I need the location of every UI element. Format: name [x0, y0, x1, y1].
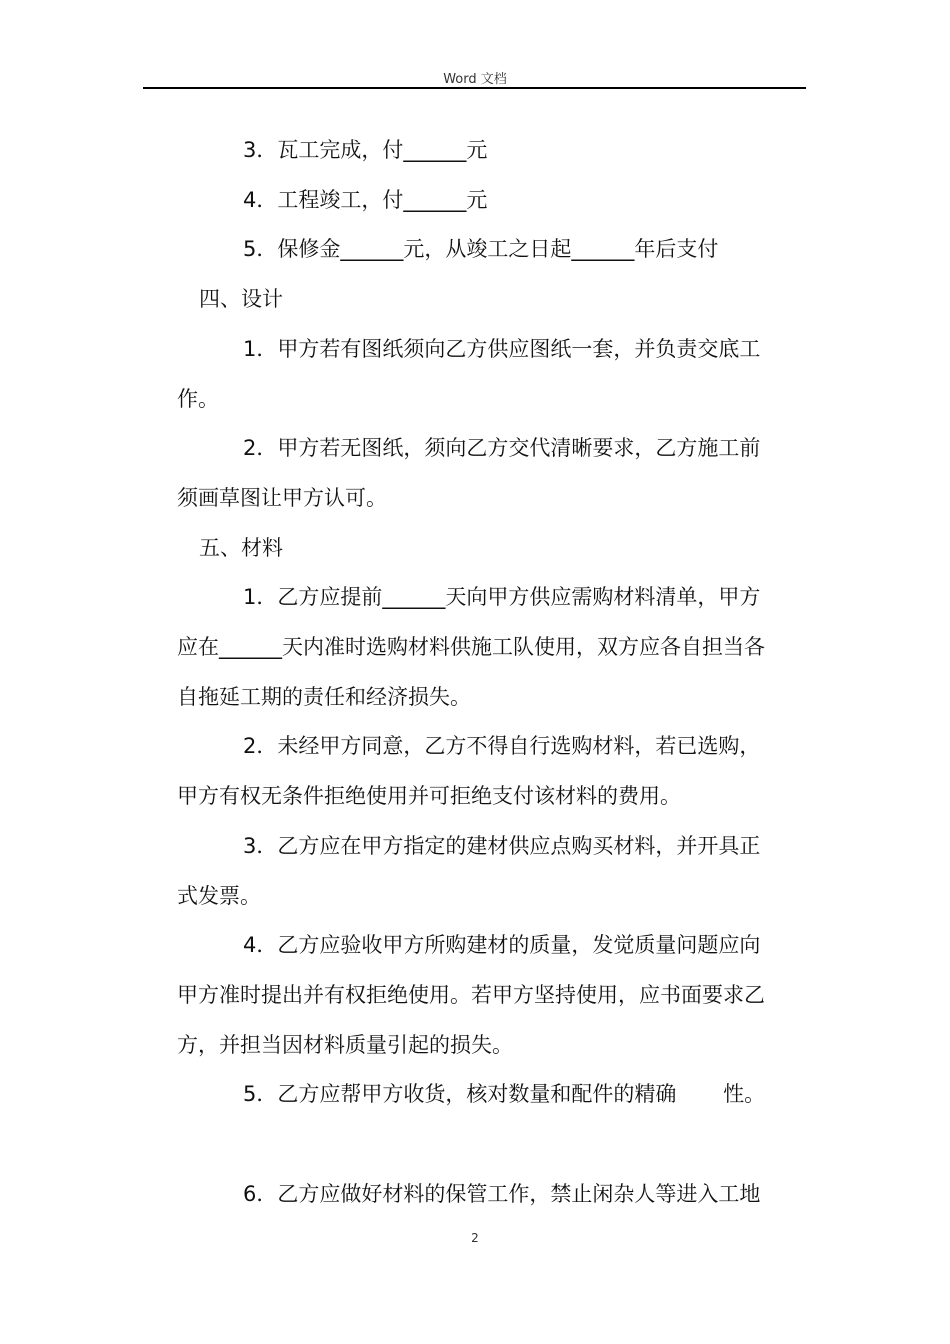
paragraph-line: 须画草图让甲方认可。 — [177, 486, 387, 510]
paragraph-line: 5．乙方应帮甲方收货，核对数量和配件的精确 性。 — [243, 1082, 766, 1106]
paragraph-line: 2．甲方若无图纸，须向乙方交代清晰要求，乙方施工前 — [243, 436, 761, 460]
paragraph-line: 5．保修金______元，从竣工之日起______年后支付 — [243, 237, 719, 261]
section-heading: 五、材料 — [199, 536, 283, 560]
paragraph-line: 3．乙方应在甲方指定的建材供应点购买材料，并开具正 — [243, 834, 761, 858]
paragraph-line: 甲方准时提出并有权拒绝使用。若甲方坚持使用，应书面要求乙 — [177, 983, 765, 1007]
paragraph-line: 式发票。 — [177, 884, 261, 908]
paragraph-line: 甲方有权无条件拒绝使用并可拒绝支付该材料的费用。 — [177, 784, 681, 808]
section-heading: 四、设计 — [199, 287, 283, 311]
paragraph-line: 自拖延工期的责任和经济损失。 — [177, 685, 471, 709]
page-number: 2 — [471, 1231, 479, 1245]
paragraph-line: 作。 — [177, 387, 219, 411]
paragraph-line: 3．瓦工完成，付______元 — [243, 138, 488, 162]
paragraph-line: 4．乙方应验收甲方所购建材的质量，发觉质量问题应向 — [243, 933, 761, 957]
paragraph-line: 1．乙方应提前______天向甲方供应需购材料清单，甲方 — [243, 585, 761, 609]
header-title: Word 文档 — [443, 72, 507, 87]
paragraph-line: 2．未经甲方同意，乙方不得自行选购材料，若已选购， — [243, 734, 761, 758]
paragraph-line: 6．乙方应做好材料的保管工作，禁止闲杂人等进入工地 — [243, 1182, 761, 1206]
header-divider — [143, 87, 806, 89]
paragraph-line: 应在______天内准时选购材料供施工队使用，双方应各自担当各 — [177, 635, 765, 659]
paragraph-line: 方，并担当因材料质量引起的损失。 — [177, 1033, 513, 1057]
paragraph-line: 4．工程竣工，付______元 — [243, 188, 488, 212]
paragraph-line: 1．甲方若有图纸须向乙方供应图纸一套，并负责交底工 — [243, 337, 761, 361]
